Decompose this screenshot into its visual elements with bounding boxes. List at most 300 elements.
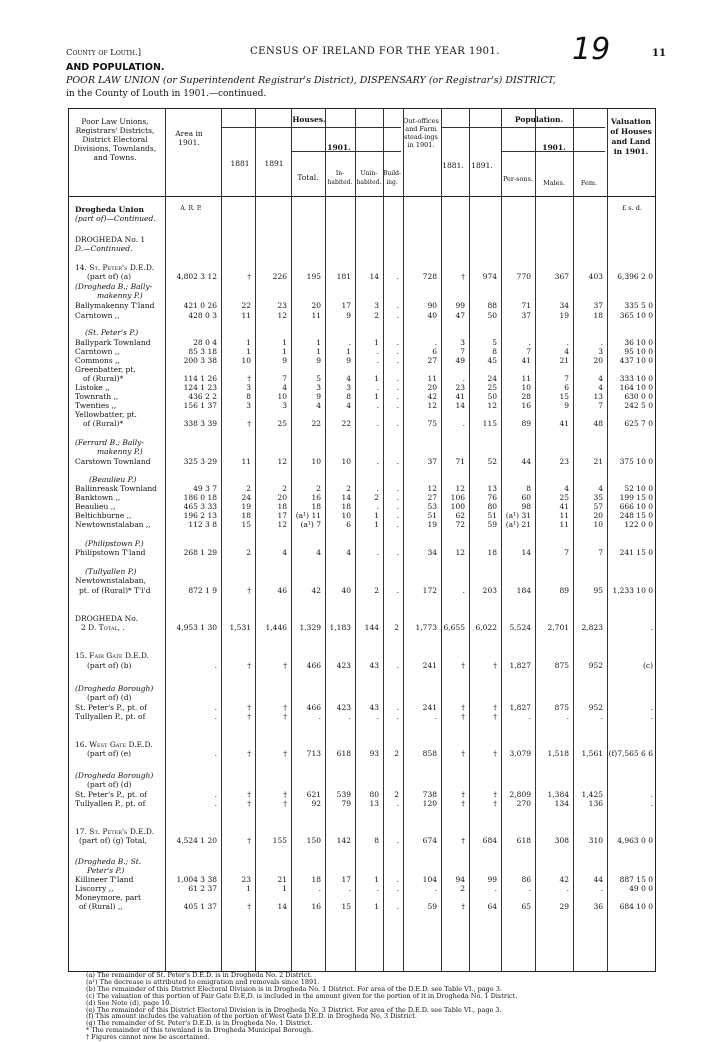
table-row (69, 799, 655, 809)
cell-mal: 21 (559, 356, 569, 365)
cell-p81: † (461, 749, 465, 758)
row-label: Twenties ,, (75, 401, 117, 410)
cell-tot: 150 (306, 836, 321, 845)
row-label: St. Peter's P., pt. of (75, 703, 147, 712)
cell-p91: 45 (487, 356, 497, 365)
cell-inh: 3 (346, 383, 351, 392)
column-rule (383, 109, 384, 971)
cell-val: 122 0 0 (624, 520, 653, 529)
cell-p91: † (493, 790, 497, 799)
row-label: makenny P.) (97, 291, 143, 300)
cell-out: 37 (427, 457, 437, 466)
cell-h81: † (247, 836, 251, 845)
row-label: Peter's P.) (87, 866, 125, 875)
cell-inh: 142 (336, 836, 351, 845)
row-label: of (Rural)* (83, 374, 124, 383)
cell-inh: 79 (341, 799, 351, 808)
footnote: (c) The valuation of this portion of Fair Gate D.E.D. is included in the amount given for the portion of it in Drogheda No. 1 District. (86, 991, 518, 1000)
cell-h81: 11 (241, 457, 251, 466)
cell-bld: . (396, 703, 399, 712)
cell-p81: 72 (455, 520, 465, 529)
cell-bld: . (396, 356, 399, 365)
cell-per: 16 (521, 401, 531, 410)
cell-h81: † (247, 790, 251, 799)
column-rule (573, 109, 574, 971)
cell-tot: (a¹) 7 (300, 520, 321, 529)
cell-area: 872 1 9 (188, 586, 217, 595)
section-title: AND POPULATION. (66, 62, 165, 73)
row-label: Tullyallen P., pt. of (75, 712, 146, 721)
row-label: Philipstown T'land (75, 548, 146, 557)
cell-un: . (376, 884, 379, 893)
cell-per: (a¹) 31 (505, 511, 531, 520)
valuation-units: £ s. d. (622, 204, 642, 212)
cell-per: (a¹) 21 (505, 520, 531, 529)
cell-bld: . (396, 836, 399, 845)
census-title: CENSUS OF IRELAND FOR THE YEAR 1901. (250, 46, 501, 57)
cell-val: . (650, 790, 653, 799)
cell-inh: . (348, 884, 351, 893)
cell-h91: 3 (282, 401, 287, 410)
cell-bld: . (396, 586, 399, 595)
footnote: (e) The remainder of this District Electoral Division is in Drogheda No. 3 District. For area of the D.E.D. see Table VI., page 3. (86, 1005, 502, 1014)
cell-inh: 618 (336, 749, 351, 758)
cell-fem: 3 (598, 347, 603, 356)
cell-tot: 713 (306, 749, 321, 758)
cell-p91: 88 (487, 301, 497, 310)
cell-area: 156 1 37 (183, 401, 217, 410)
cell-bld: . (396, 511, 399, 520)
cell-fem: 7 (598, 401, 603, 410)
footnote: (a) The remainder of St. Peter's D.E.D. is in Drogheda No. 2 District. (86, 971, 313, 979)
cell-tot: 1 (316, 338, 321, 347)
cell-p91: 50 (487, 392, 497, 401)
cell-h81: † (247, 712, 251, 721)
row-label: Liscorry ,, (75, 884, 114, 893)
cell-p81: . (462, 419, 465, 428)
cell-per: 37 (521, 311, 531, 320)
row-label: Ballymakenny T'land (75, 301, 155, 310)
cell-p81: † (461, 799, 465, 808)
cell-val: 437 10 0 (619, 356, 653, 365)
cell-fem: . (600, 338, 603, 347)
cell-out: 12 (427, 401, 437, 410)
cell-inh: 18 (341, 502, 351, 511)
cell-per: 184 (516, 586, 531, 595)
cell-h91: 9 (282, 356, 287, 365)
cell-h81: † (247, 586, 251, 595)
cell-fem: 952 (588, 703, 603, 712)
cell-h91: † (283, 661, 287, 670)
cell-area: 200 3 38 (183, 356, 217, 365)
cell-bld: 2 (394, 749, 399, 758)
cell-per: 86 (521, 875, 531, 884)
cell-area: 85 3 18 (188, 347, 217, 356)
cell-tot: 4 (316, 548, 321, 557)
cell-fem: 20 (593, 511, 603, 520)
cell-inh: 40 (341, 586, 351, 595)
cell-inh: . (348, 712, 351, 721)
cell-h91: 12 (277, 520, 287, 529)
cell-out: 75 (427, 419, 437, 428)
cell-p91: 51 (487, 511, 497, 520)
cell-area: . (214, 799, 217, 808)
cell-inh: 15 (341, 902, 351, 911)
cell-p81: 100 (450, 502, 465, 511)
cell-fem: 403 (588, 272, 603, 281)
column-rule (469, 109, 470, 971)
row-label: (Philipstown P.) (85, 539, 144, 548)
cell-un: 8 (374, 836, 379, 845)
cell-tot: 11 (311, 311, 321, 320)
cell-out: 104 (422, 875, 437, 884)
cell-un: 1 (374, 511, 379, 520)
cell-bld: . (396, 661, 399, 670)
cell-h91: 1,446 (265, 623, 287, 632)
cell-mal: 1,384 (547, 790, 569, 799)
cell-p91: 12 (487, 401, 497, 410)
cell-bld: . (396, 374, 399, 383)
cell-un: 2 (374, 493, 379, 502)
row-label: of (Rural) ,, (79, 902, 123, 911)
cell-h91: 12 (277, 457, 287, 466)
row-label: 15. Fair Gate D.E.D. (75, 651, 150, 660)
cell-per: 60 (521, 493, 531, 502)
cell-h81: 11 (241, 311, 251, 320)
cell-h81: 2 (246, 484, 251, 493)
cell-area: 4,953 1 30 (176, 623, 217, 632)
cell-per: 1,827 (509, 661, 531, 670)
cell-h81: 1,531 (229, 623, 251, 632)
cell-h81: 1 (246, 338, 251, 347)
cell-bld: . (396, 548, 399, 557)
cell-p81: 47 (455, 311, 465, 320)
cell-mal: 42 (559, 875, 569, 884)
cell-mal: 29 (559, 902, 569, 911)
cell-mal: 7 (564, 374, 569, 383)
cell-mal: 11 (559, 511, 569, 520)
cell-p81: † (461, 661, 465, 670)
cell-tot: 466 (306, 661, 321, 670)
row-label: Beltichburne ,, (75, 511, 132, 520)
cell-tot: 3 (316, 383, 321, 392)
cell-out: 34 (427, 548, 437, 557)
cell-un: . (376, 347, 379, 356)
cell-h81: 19 (241, 502, 251, 511)
cell-out: . (434, 338, 437, 347)
cell-p81: 12 (455, 484, 465, 493)
cell-p81: 94 (455, 875, 465, 884)
cell-h81: 18 (241, 511, 251, 520)
cell-fem: 1,561 (581, 749, 603, 758)
cell-h91: 10 (277, 392, 287, 401)
cell-p81: † (461, 703, 465, 712)
cell-out: 51 (427, 511, 437, 520)
cell-tot: 5 (316, 374, 321, 383)
cell-mal: 41 (559, 502, 569, 511)
cell-out: 90 (427, 301, 437, 310)
table-row (69, 328, 655, 338)
cell-out: 12 (427, 484, 437, 493)
table-row (69, 291, 655, 301)
cell-area: 186 0 18 (183, 493, 217, 502)
cell-mal: 2,701 (547, 623, 569, 632)
cell-h81: 1 (246, 347, 251, 356)
table-row (69, 548, 655, 558)
cell-out: 728 (422, 272, 437, 281)
cell-p91: 115 (482, 419, 497, 428)
cell-mal: 7 (564, 548, 569, 557)
cell-mal: 25 (559, 493, 569, 502)
col-population: Population. (514, 115, 564, 124)
row-label: (part of) (d) (87, 693, 132, 702)
cell-per: 270 (516, 799, 531, 808)
cell-un: . (376, 484, 379, 493)
col-males: Males. (543, 179, 565, 187)
cell-p81: . (462, 586, 465, 595)
cell-mal: 15 (559, 392, 569, 401)
cell-p81: † (461, 902, 465, 911)
cell-un: 13 (369, 799, 379, 808)
row-label: Moneymore, part (75, 893, 141, 902)
cell-mal: . (566, 712, 569, 721)
cell-tot: 10 (311, 457, 321, 466)
cell-val: 6,396 2 0 (617, 272, 653, 281)
cell-fem: 7 (598, 548, 603, 557)
row-label: DROGHEDA No. 1 (75, 235, 146, 244)
column-rule (403, 109, 404, 971)
cell-out: 738 (422, 790, 437, 799)
row-label: (Ferrard B.; Bally- (75, 438, 144, 447)
cell-inh: 6 (346, 520, 351, 529)
cell-per: 618 (516, 836, 531, 845)
cell-fem: 57 (593, 502, 603, 511)
row-label: St. Peter's P., pt. of (75, 790, 147, 799)
cell-area: 112 3 8 (188, 520, 217, 529)
table-row (69, 419, 655, 429)
column-rule (535, 109, 536, 971)
cell-area: 421 0 26 (183, 301, 217, 310)
cell-out: 20 (427, 383, 437, 392)
cell-val: 1,233 10 0 (612, 586, 653, 595)
cell-per: . (528, 338, 531, 347)
cell-un: 43 (369, 703, 379, 712)
cell-area: 4,802 3 12 (176, 272, 217, 281)
row-label: Beaulieu ,, (75, 502, 116, 511)
cell-p81: 41 (455, 392, 465, 401)
column-rule (501, 109, 502, 971)
cell-un: . (376, 419, 379, 428)
cell-out: 6 (432, 347, 437, 356)
cell-per: 71 (521, 301, 531, 310)
cell-un: 144 (364, 623, 379, 632)
row-label: Ballinreask Townland (75, 484, 157, 493)
row-label: Commons ,, (75, 356, 120, 365)
cell-un: 1 (374, 520, 379, 529)
cell-area: 61 2 37 (188, 884, 217, 893)
cell-h91: 1 (282, 884, 287, 893)
row-label: (part of) (b) (87, 661, 132, 670)
cell-h81: 3 (246, 401, 251, 410)
cell-area: 49 3 7 (193, 484, 217, 493)
cell-un: 80 (369, 790, 379, 799)
cell-out: 42 (427, 392, 437, 401)
footnote: † Figures cannot now be ascertained. (86, 1033, 210, 1042)
page-number: 11 (652, 48, 666, 59)
cell-val: 248 15 0 (619, 511, 653, 520)
cell-p81: . (462, 374, 465, 383)
cell-inh: 423 (336, 703, 351, 712)
cell-area: . (214, 712, 217, 721)
cell-per: . (528, 712, 531, 721)
table-row (69, 457, 655, 467)
table-row (69, 311, 655, 321)
row-label: (Beaulieu P.) (89, 475, 137, 484)
cell-per: 5,524 (509, 623, 531, 632)
column-rule (607, 109, 608, 971)
col-h1891: 1891 (264, 159, 284, 168)
cell-h91: 17 (277, 511, 287, 520)
cell-p91: 24 (487, 374, 497, 383)
cell-bld: 2 (394, 623, 399, 632)
cell-tot: 4 (316, 401, 321, 410)
col-area: Area in 1901. (175, 129, 203, 147)
cell-tot: 22 (311, 419, 321, 428)
cell-inh: 4 (346, 548, 351, 557)
cell-val: 684 10 0 (619, 902, 653, 911)
cell-per: 1,827 (509, 703, 531, 712)
cell-mal: 6 (564, 383, 569, 392)
cell-mal: 34 (559, 301, 569, 310)
cell-bld: . (396, 311, 399, 320)
cell-un: . (376, 712, 379, 721)
cell-h81: 15 (241, 520, 251, 529)
cell-un: 1 (374, 338, 379, 347)
cell-h91: † (283, 712, 287, 721)
cell-val: . (650, 623, 653, 632)
cell-tot: 195 (306, 272, 321, 281)
cell-fem: 1,425 (581, 790, 603, 799)
cell-val: . (650, 712, 653, 721)
cell-per: 7 (526, 347, 531, 356)
cell-fem: 35 (593, 493, 603, 502)
cell-val: 52 10 0 (624, 484, 653, 493)
cell-h91: † (283, 790, 287, 799)
table-row (69, 749, 655, 759)
cell-val: 241 15 0 (619, 548, 653, 557)
column-rule (441, 109, 442, 971)
column-rule (165, 109, 166, 971)
census-table (68, 108, 656, 972)
cell-out: 120 (422, 799, 437, 808)
cell-out: 40 (427, 311, 437, 320)
handwritten-page-number: 19 (572, 32, 611, 67)
table-row (69, 520, 655, 530)
table-row (69, 214, 655, 224)
cell-p91: † (493, 703, 497, 712)
row-label: (Drogheda B.; Bally- (75, 282, 153, 291)
cell-inh: 2 (346, 484, 351, 493)
cell-out: 241 (422, 703, 437, 712)
cell-h91: 2 (282, 484, 287, 493)
cell-inh: 539 (336, 790, 351, 799)
cell-h91: 4 (282, 548, 287, 557)
table-row (69, 693, 655, 703)
col-total: Total. (297, 173, 319, 182)
row-label: Ballypark Townland (75, 338, 151, 347)
cell-area: 268 1 29 (183, 548, 217, 557)
cell-p81: 14 (455, 401, 465, 410)
cell-p91: 8 (492, 347, 497, 356)
col-building: Build-ing. (383, 170, 401, 186)
cell-un: 14 (369, 272, 379, 281)
column-rule (325, 109, 326, 971)
cell-val: 887 15 0 (619, 875, 653, 884)
cell-val: 36 10 0 (624, 338, 653, 347)
cell-bld: . (396, 902, 399, 911)
cell-h91: 21 (277, 875, 287, 884)
row-label: makenny P.) (97, 447, 143, 456)
cell-tot: 18 (311, 875, 321, 884)
table-row (69, 902, 655, 912)
cell-h81: † (247, 419, 251, 428)
cell-tot: . (318, 884, 321, 893)
footnote: (a¹) The decrease is attributed to emigration and removals since 1891. (86, 977, 320, 986)
table-row (69, 780, 655, 790)
footnote: * The remainder of this townland is in Drogheda Municipal Borough. (86, 1026, 314, 1035)
cell-val: (f)7,565 6 6 (608, 749, 653, 758)
table-row (69, 576, 655, 586)
cell-p91: † (493, 661, 497, 670)
cell-out: . (434, 884, 437, 893)
row-label: (part of) (g) Total, (79, 836, 148, 845)
row-label: Newtownstalaban, (75, 576, 146, 585)
cell-h91: 12 (277, 311, 287, 320)
col-p1901: 1901. (542, 143, 566, 152)
cell-mal: 19 (559, 311, 569, 320)
cell-fem: 18 (593, 311, 603, 320)
cell-h81: † (247, 703, 251, 712)
row-label: Carstown Townland (75, 457, 151, 466)
cell-p91: 684 (482, 836, 497, 845)
cell-bld: . (396, 484, 399, 493)
cell-bld: . (396, 401, 399, 410)
cell-inh: 1,183 (329, 623, 351, 632)
column-rule (291, 109, 292, 971)
cell-mal: 11 (559, 520, 569, 529)
cell-tot: 9 (316, 392, 321, 401)
cell-h81: 22 (241, 301, 251, 310)
cell-h91: 7 (282, 374, 287, 383)
row-label: Newtownstalaban ,, (75, 520, 151, 529)
cell-bld: . (396, 875, 399, 884)
cell-per: 3,079 (509, 749, 531, 758)
cell-p81: 23 (455, 383, 465, 392)
cell-out: 27 (427, 493, 437, 502)
table-subtitle-2: in the County of Louth in 1901.—continued. (66, 89, 267, 99)
cell-h91: 1 (282, 347, 287, 356)
cell-h91: 155 (272, 836, 287, 845)
cell-bld: . (396, 272, 399, 281)
cell-h81: 23 (241, 875, 251, 884)
footnote: (f) This amount includes the valuation of the portion of West Gate D.E.D. in Drogheda No. 3 District. (86, 1012, 417, 1021)
cell-mal: 41 (559, 419, 569, 428)
cell-bld: . (396, 712, 399, 721)
cell-inh: . (348, 338, 351, 347)
cell-h81: 24 (241, 493, 251, 502)
cell-out: 1,773 (415, 623, 437, 632)
cell-un: 43 (369, 661, 379, 670)
